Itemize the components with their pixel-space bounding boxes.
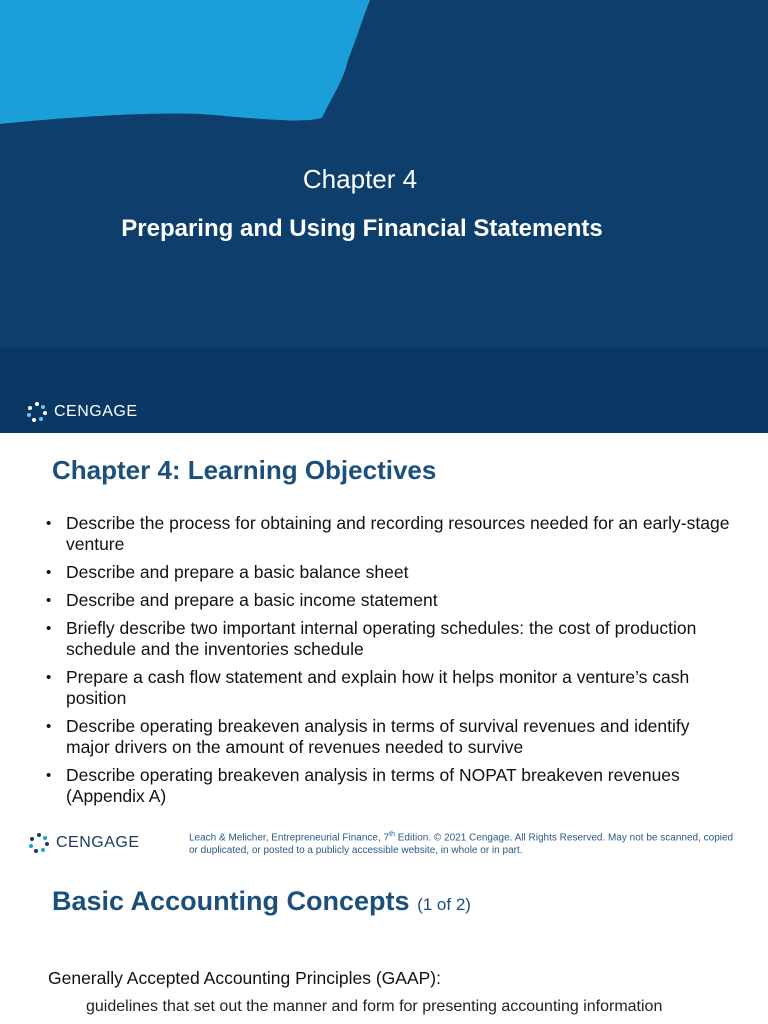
chapter-title: Preparing and Using Financial Statements bbox=[121, 215, 603, 242]
logo-text: CENGAGE bbox=[54, 403, 138, 420]
objective-text: Describe operating breakeven analysis in terms of survival revenues and identify major drivers on the amount of revenues needed to survive bbox=[66, 716, 690, 757]
copyright-text-rest: Edition. © 2021 Cengage. All Rights Reserved. May not be scanned, copied or duplicated, or posted to a publicly accessible website, in whole or in part. bbox=[189, 832, 734, 857]
objective-text: Briefly describe two important internal operating schedules: the cost of production schedule and the inventories schedule bbox=[66, 618, 697, 659]
objective-text: Prepare a cash flow statement and explain how it helps monitor a venture’s cash position bbox=[66, 667, 690, 708]
list-item bbox=[44, 562, 734, 583]
objective-text: Describe the process for obtaining and recording resources needed for an early-stage venture bbox=[66, 513, 730, 554]
concepts-title-text: Basic Accounting Concepts bbox=[52, 886, 410, 916]
list-item bbox=[44, 590, 734, 611]
list-item bbox=[44, 513, 734, 555]
concepts-title-suffix: (1 of 2) bbox=[417, 895, 471, 914]
objectives-slide bbox=[0, 433, 768, 870]
cengage-logo bbox=[28, 832, 140, 854]
gaap-definition: guidelines that set out the manner and form for presenting accounting information bbox=[86, 998, 663, 1015]
copyright-text: Leach & Melicher, Entrepreneurial Finance, 7 bbox=[189, 832, 390, 844]
bullet-icon: • bbox=[46, 718, 52, 735]
objective-text: Describe and prepare a basic income statement bbox=[66, 590, 438, 610]
accounting-concepts-slide bbox=[0, 870, 768, 1024]
bullet-icon: • bbox=[46, 620, 52, 637]
concepts-title bbox=[52, 886, 471, 917]
list-item bbox=[44, 765, 734, 807]
cengage-mark-icon bbox=[28, 832, 50, 854]
objectives-list bbox=[44, 513, 734, 814]
objectives-title: Chapter 4: Learning Objectives bbox=[52, 455, 437, 485]
objective-text: Describe and prepare a basic balance sheet bbox=[66, 562, 409, 582]
cengage-mark-icon bbox=[26, 401, 48, 423]
bullet-icon: • bbox=[46, 669, 52, 686]
bullet-icon: • bbox=[46, 592, 52, 609]
logo-text: CENGAGE bbox=[56, 834, 140, 851]
copyright-superscript: th bbox=[389, 831, 395, 838]
gaap-heading: Generally Accepted Accounting Principles (GAAP): bbox=[48, 968, 441, 988]
list-item bbox=[44, 667, 734, 709]
chapter-label: Chapter 4 bbox=[302, 164, 418, 194]
list-item bbox=[44, 618, 734, 660]
title-slide bbox=[0, 0, 768, 433]
bullet-icon: • bbox=[46, 564, 52, 581]
cengage-logo bbox=[26, 401, 138, 423]
objective-text: Describe operating breakeven analysis in terms of NOPAT breakeven revenues (Appendix A) bbox=[66, 765, 680, 806]
bullet-icon: • bbox=[46, 767, 52, 784]
copyright-notice bbox=[189, 828, 739, 857]
slide-footer bbox=[0, 828, 768, 868]
list-item bbox=[44, 716, 734, 758]
bullet-icon: • bbox=[46, 515, 52, 532]
